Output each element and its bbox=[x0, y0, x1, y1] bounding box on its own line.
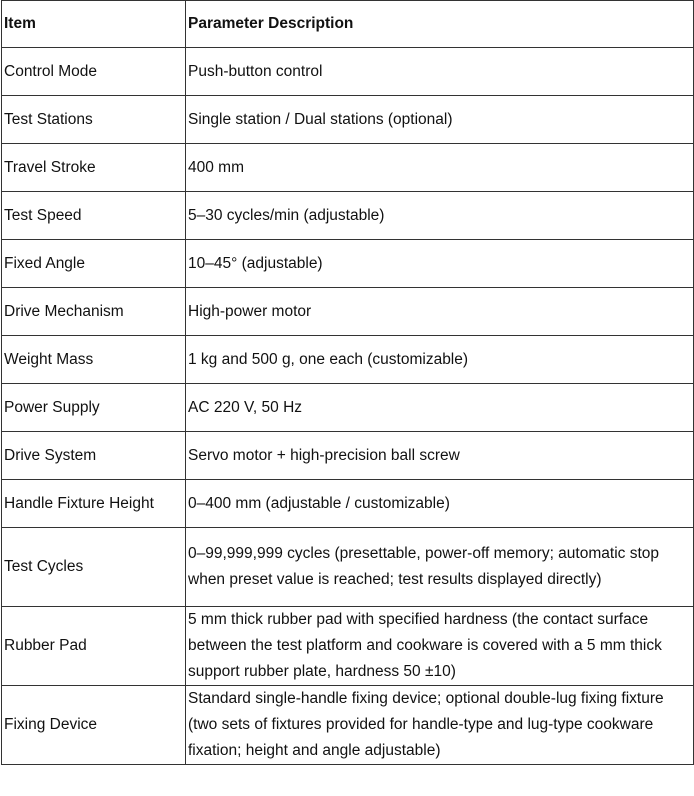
table-row bbox=[2, 480, 694, 528]
item-cell: Test Cycles bbox=[2, 528, 186, 607]
item-cell: Control Mode bbox=[2, 48, 186, 96]
item-cell: Travel Stroke bbox=[2, 144, 186, 192]
description-cell: 0–99,999,999 cycles (presettable, power-off memory; automatic stop when preset value is reached; test results displayed directly) bbox=[186, 528, 694, 607]
table-header-row bbox=[2, 1, 694, 48]
table-row bbox=[2, 48, 694, 96]
description-cell: 10–45° (adjustable) bbox=[186, 240, 694, 288]
table-row bbox=[2, 686, 694, 765]
item-cell: Rubber Pad bbox=[2, 607, 186, 686]
item-cell: Weight Mass bbox=[2, 336, 186, 384]
table-row bbox=[2, 528, 694, 607]
table-row bbox=[2, 607, 694, 686]
header-parameter-description: Parameter Description bbox=[186, 1, 694, 48]
item-cell: Fixed Angle bbox=[2, 240, 186, 288]
item-cell: Handle Fixture Height bbox=[2, 480, 186, 528]
description-cell: 5–30 cycles/min (adjustable) bbox=[186, 192, 694, 240]
description-cell: Push-button control bbox=[186, 48, 694, 96]
header-item: Item bbox=[2, 1, 186, 48]
description-cell: 1 kg and 500 g, one each (customizable) bbox=[186, 336, 694, 384]
description-cell: 400 mm bbox=[186, 144, 694, 192]
table-row bbox=[2, 96, 694, 144]
description-cell: Single station / Dual stations (optional) bbox=[186, 96, 694, 144]
item-cell: Drive Mechanism bbox=[2, 288, 186, 336]
description-cell: 0–400 mm (adjustable / customizable) bbox=[186, 480, 694, 528]
table-row bbox=[2, 144, 694, 192]
description-cell: Servo motor + high-precision ball screw bbox=[186, 432, 694, 480]
item-cell: Drive System bbox=[2, 432, 186, 480]
description-cell: AC 220 V, 50 Hz bbox=[186, 384, 694, 432]
description-cell: Standard single-handle fixing device; optional double-lug fixing fixture (two sets of fixtures provided for handle-type and lug-type cookware fixation; height and angle adjustable) bbox=[186, 686, 694, 765]
table-row bbox=[2, 288, 694, 336]
table-row bbox=[2, 384, 694, 432]
parameter-table bbox=[1, 0, 694, 765]
item-cell: Test Speed bbox=[2, 192, 186, 240]
item-cell: Test Stations bbox=[2, 96, 186, 144]
description-cell: 5 mm thick rubber pad with specified hardness (the contact surface between the test platform and cookware is covered with a 5 mm thick support rubber plate, hardness 50 ±10) bbox=[186, 607, 694, 686]
item-cell: Power Supply bbox=[2, 384, 186, 432]
table-row bbox=[2, 240, 694, 288]
table-row bbox=[2, 432, 694, 480]
description-cell: High-power motor bbox=[186, 288, 694, 336]
item-cell: Fixing Device bbox=[2, 686, 186, 765]
table-row bbox=[2, 192, 694, 240]
table-row bbox=[2, 336, 694, 384]
